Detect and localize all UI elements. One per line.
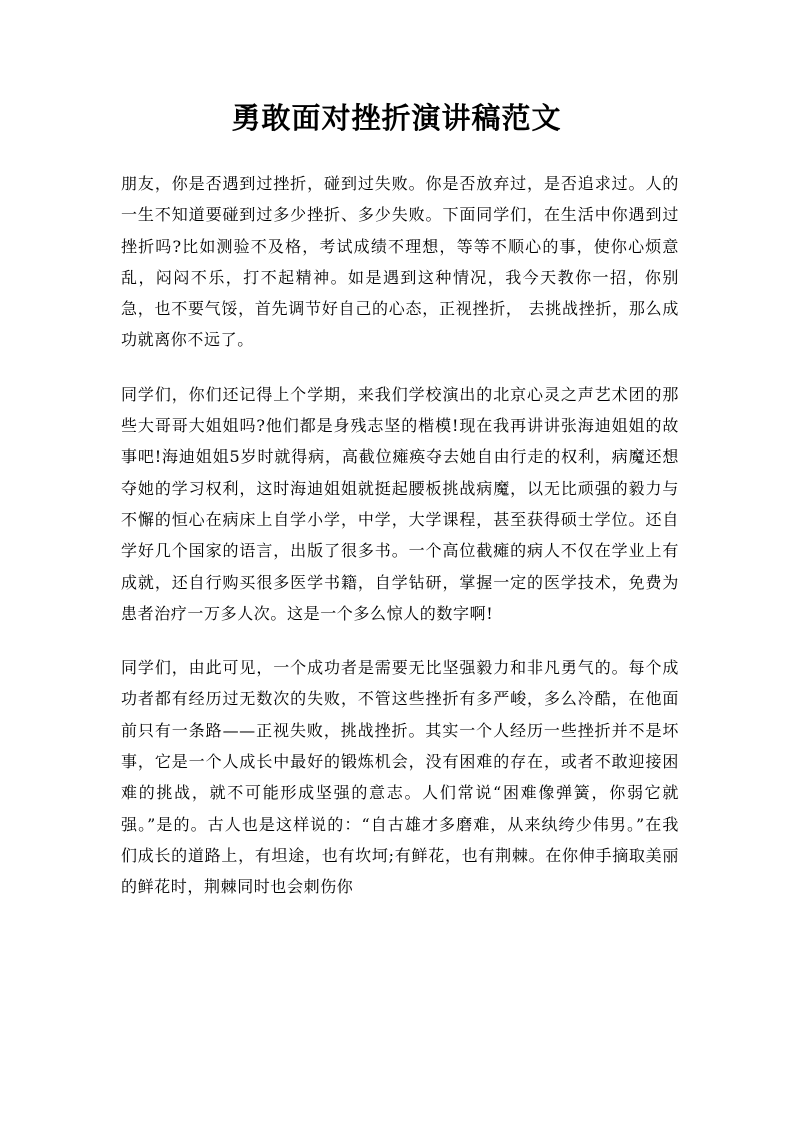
paragraph-2: 同学们，你们还记得上个学期，来我们学校演出的北京心灵之声艺术团的那些大哥哥大姐姐吗?他们都是身残志坚的楷模!现在我再讲讲张海迪姐姐的故事吧!海迪姐姐5岁时就得病，高截位瘫痪夺去她自由行走的权利，病魔还想夺她的学习权利，这时海迪姐姐就挺起腰板挑战病魔，以无比顽强的毅力与不懈的恒心在病床上自学小学，中学，大学课程，甚至获得硕士学位。还自学好几个国家的语言，出版了很多书。一个高位截瘫的病人不仅在学业上有成就，还自行购买很多医学书籍，自学钻研，掌握一定的医学技术，免费为患者治疗一万多人次。这是一个多么惊人的数字啊!: [121, 384, 679, 623]
document-body: [121, 168, 679, 926]
paragraph-1: 朋友，你是否遇到过挫折，碰到过失败。你是否放弃过，是否追求过。人的一生不知道要碰到过多少挫折、多少失败。下面同学们，在生活中你遇到过挫折吗?比如测验不及格，考试成绩不理想，等等不顺心的事，使你心烦意乱，闷闷不乐，打不起精神。如是遇到这种情况，我今天教你一招，你别急，也不要气馁，首先调节好自己的心态，正视挫折， 去挑战挫折，那么成功就离你不远了。: [121, 174, 679, 350]
paragraph-3: 同学们，由此可见，一个成功者是需要无比坚强毅力和非凡勇气的。每个成功者都有经历过无数次的失败，不管这些挫折有多严峻，多么冷酷，在他面前只有一条路——正视失败，挑战挫折。其实一个人经历一些挫折并不是坏事，它是一个人成长中最好的锻炼机会，没有困难的存在，或者不敢迎接困难的挑战，就不可能形成坚强的意志。人们常说“困难像弹簧，你弱它就强。”是的。古人也是这样说的：“自古雄才多磨难，从来纨绔少伟男。”在我们成长的道路上，有坦途，也有坎坷;有鲜花，也有荆棘。在你伸手摘取美丽的鲜花时，荆棘同时也会刺伤你: [121, 658, 679, 897]
document-title: 勇敢面对挫折演讲稿范文: [231, 101, 562, 135]
